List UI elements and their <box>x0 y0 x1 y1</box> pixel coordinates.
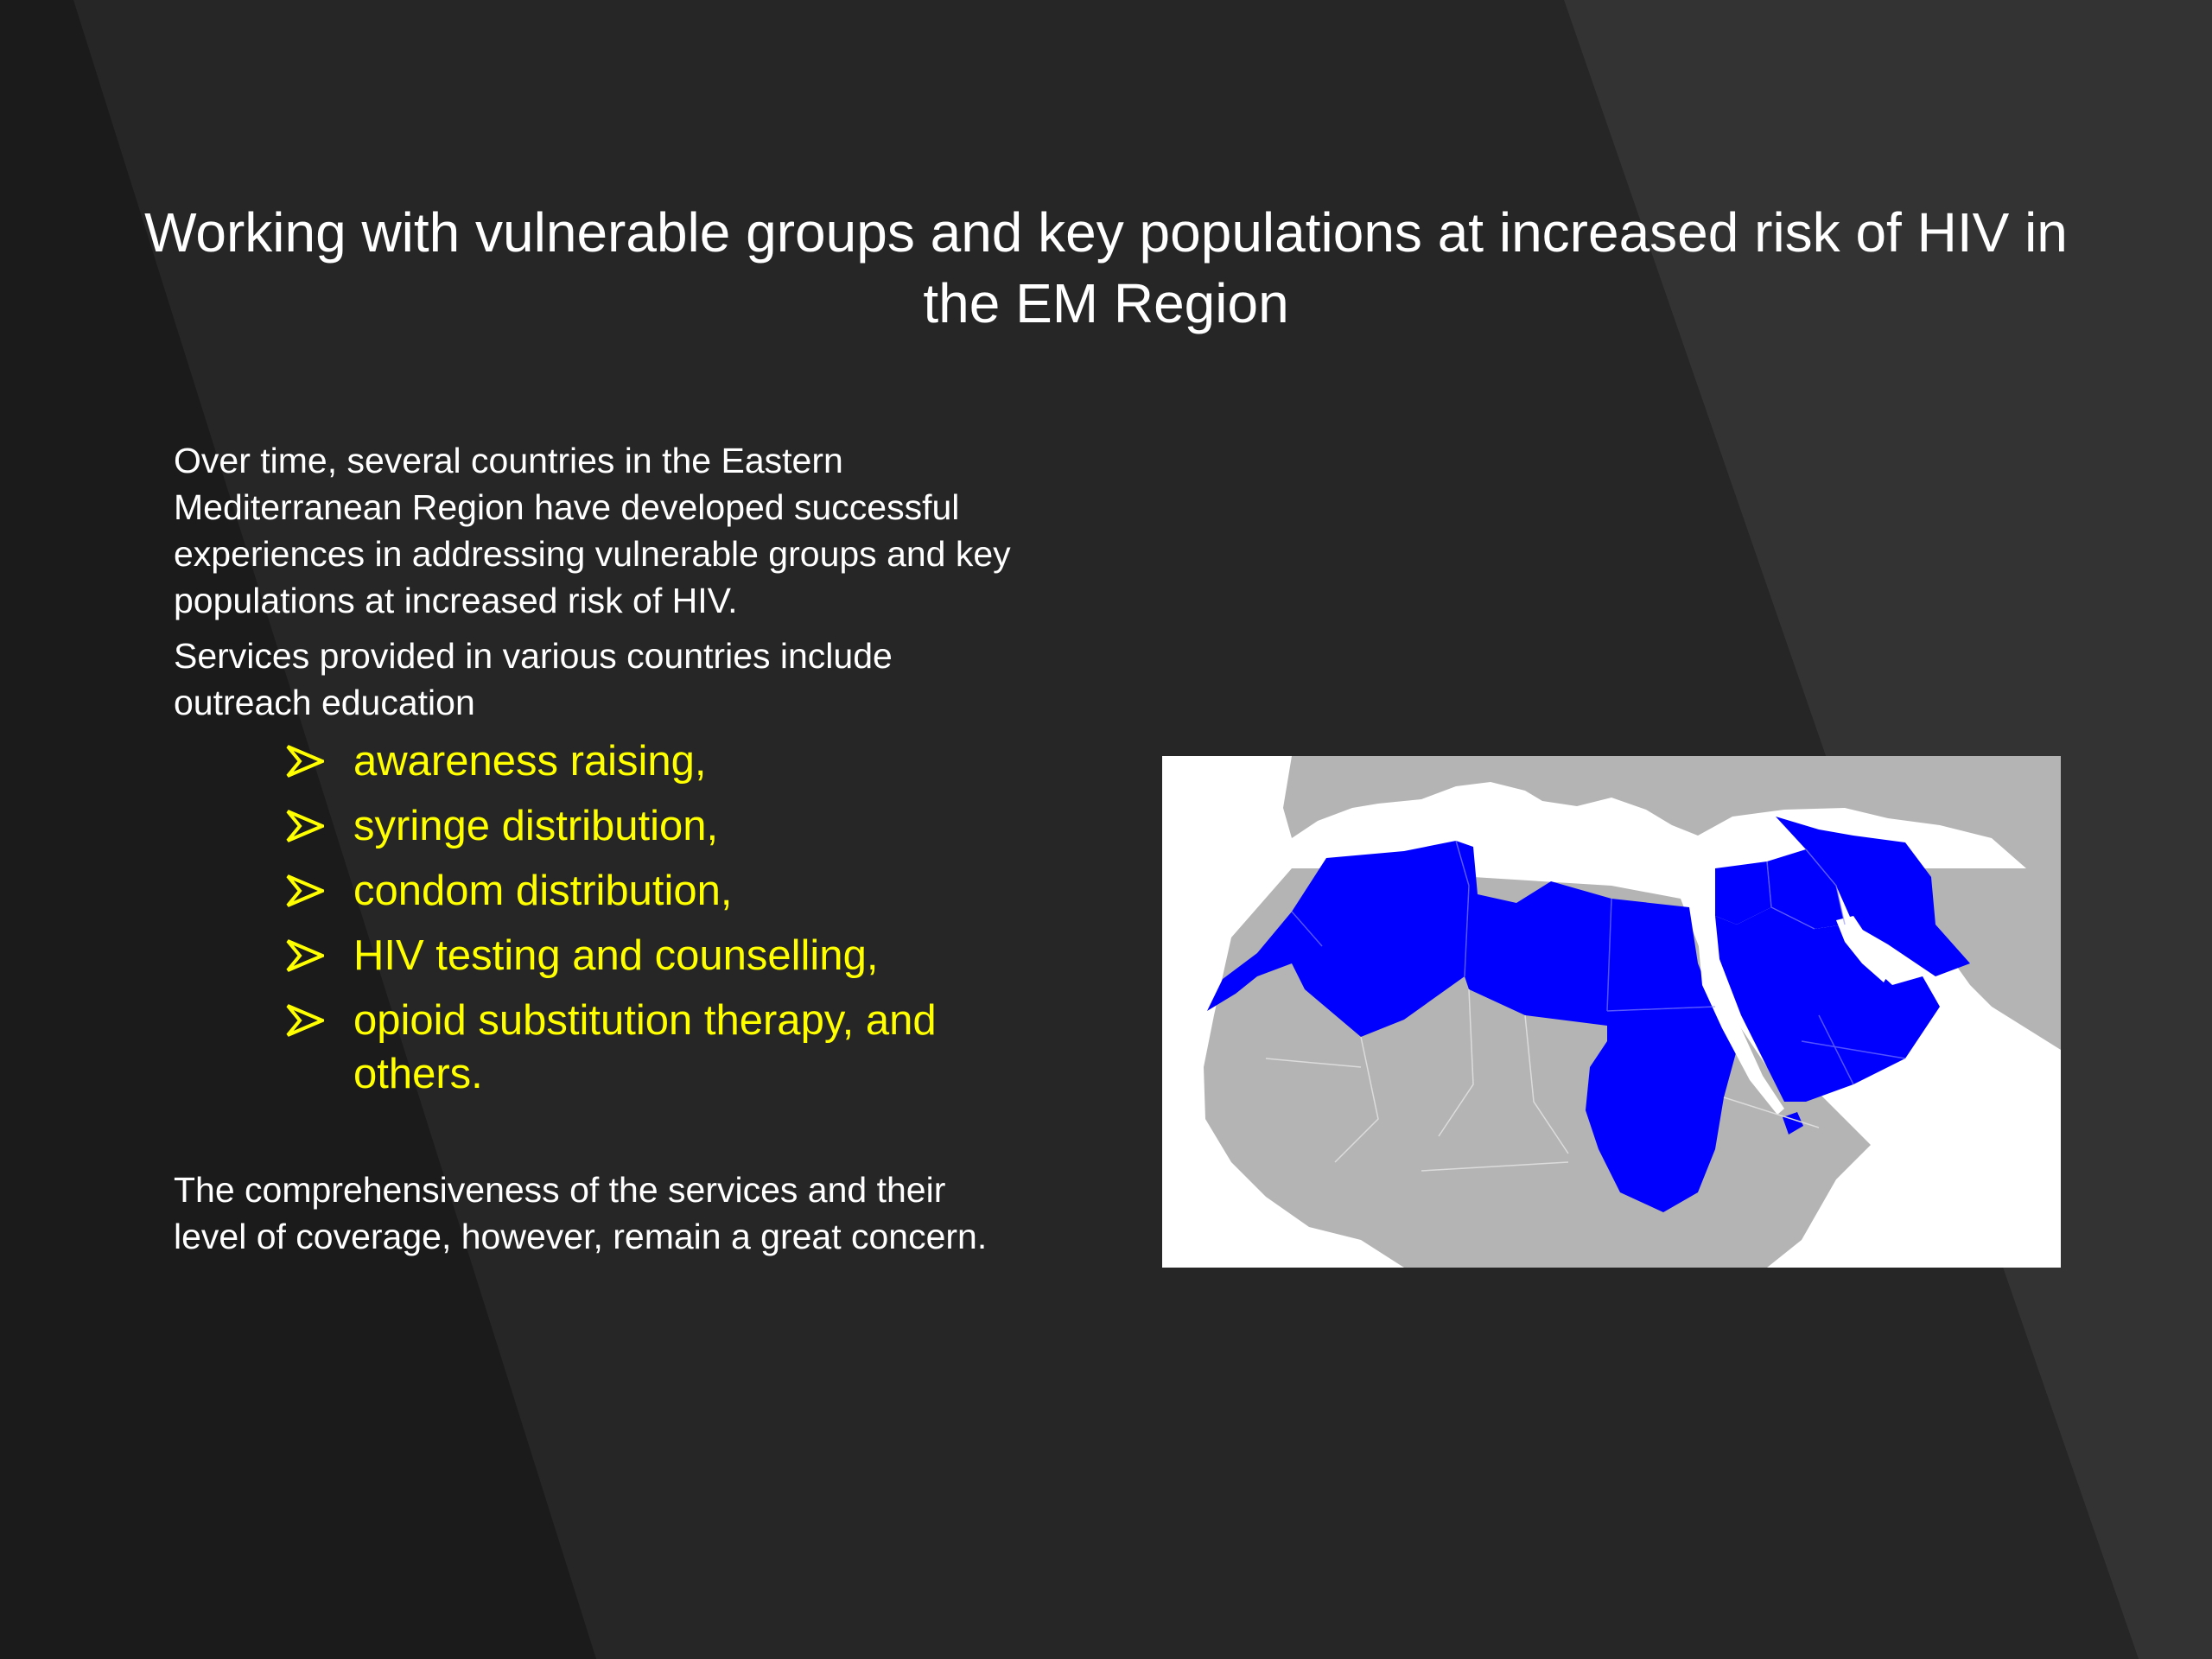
services-paragraph: Services provided in various countries include outreach education <box>174 636 893 722</box>
arrow-bullet-icon <box>286 873 324 909</box>
arrow-bullet-icon <box>286 743 324 779</box>
list-item <box>174 864 1020 918</box>
intro-paragraph: Over time, several countries in the Eastern Mediterranean Region have developed successful experiences in addressing vulnerable groups and key populations at increased risk of HIV. <box>174 441 1011 620</box>
list-item <box>174 929 1020 982</box>
em-region-map <box>1162 756 2061 1268</box>
service-label: opioid substitution therapy, and others. <box>353 997 937 1097</box>
services-list <box>174 734 1020 1101</box>
slide-title: Working with vulnerable groups and key populations at increased risk of HIV in the EM Region <box>144 201 2068 334</box>
list-item <box>174 799 1020 853</box>
arrow-bullet-icon <box>286 1002 324 1039</box>
arrow-bullet-icon <box>286 808 324 844</box>
list-item <box>174 994 1020 1101</box>
service-label: HIV testing and counselling, <box>353 932 879 979</box>
service-label: syringe distribution, <box>353 803 719 849</box>
closing-paragraph: The comprehensiveness of the services and their level of coverage, however, remain a great concern. <box>174 1170 988 1256</box>
list-item <box>174 734 1020 788</box>
service-label: condom distribution, <box>353 868 733 914</box>
service-label: awareness raising, <box>353 738 707 785</box>
slide-body <box>174 437 1020 1268</box>
arrow-bullet-icon <box>286 938 324 974</box>
